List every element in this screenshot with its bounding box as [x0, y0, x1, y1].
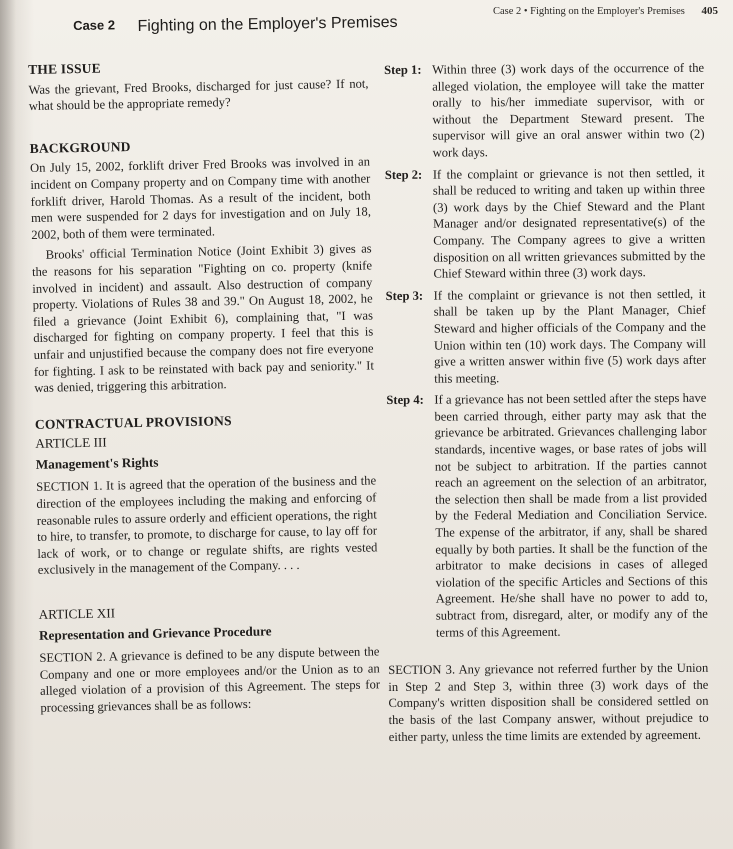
step-label: Step 3:: [385, 288, 424, 303]
article-12-section-2: SECTION 2. A grievance is defined to be any dispute between the Company and one or more employees and/or the Union as to an alleged violation of a provision of this Agreement. The steps for processing grievances shall be as follows:: [39, 644, 381, 715]
article-12-subtitle: Representation and Grievance Procedure: [38, 623, 272, 643]
issue-text: Was the grievant, Fred Brooks, discharged for just cause? If not, what should be the appropriate remedy?: [28, 76, 369, 114]
step-2: [385, 164, 706, 282]
step-1: [384, 60, 705, 162]
step-4: [386, 390, 708, 641]
background-paragraph-2: Brooks' official Termination Notice (Joint Exhibit 3) gives as the reasons for his separation "Fighting on co. property (knife involved in incident) and assault. Also destruction of company property. Violations of Rules 38 and 39." On August 18, 2002, he filed a grievance (Joint Exhibit 6), complaining that, "I was discharged for fighting on company property. I feel that this is unfair and unjustified because the company does not fire everyone for fighting. I ask to be reinstated with back pay and seniority." It was denied, triggering this arbitration.: [31, 241, 375, 396]
step-text: If a grievance has not been settled after the steps have been carried through, either party may ask that the grievance be arbitrated. Grievances challenging labor standards, incentive wages, or base rates of jobs will not be subject to arbitration. If the parties cannot reach an agreement on the selection of an arbitrator, the selection then shall be made from a list provided by the Federal Mediation and Conciliation Service. The expense of the arbitrator, if any, shall be shared equally by both parties. It shall be the function of the arbitrator to make decisions in cases of alleged violation of the specific Articles and Sections of this Agreement. He/she shall have no power to add to, subtract from, disregard, alter, or modify any of the terms of this Agreement.: [434, 391, 708, 640]
step-label: Step 4:: [386, 393, 424, 408]
case-label: Case 2: [73, 17, 116, 33]
page-edge-shadow: [0, 0, 16, 849]
article-12-title: ARTICLE XII: [38, 605, 116, 622]
step-text: If the complaint or grievance is not then settled, it shall be taken up by the Plant Manager, Chief Steward and higher officials of the Company and the Union within ten (10) work days. The Company will give a written answer within five (5) work days after this meeting.: [433, 286, 707, 386]
case-title: [73, 13, 413, 37]
step-text: Within three (3) work days of the occurrence of the alleged violation, the employee will take the matter orally to his/her immediate supervisor, with or without the Department Steward present. The supervisor will give an oral answer within two (2) work days.: [432, 60, 705, 160]
step-3: [386, 285, 707, 387]
contractual-heading: CONTRACTUAL PROVISIONS: [34, 412, 232, 432]
issue-heading: THE ISSUE: [28, 60, 101, 77]
step-label: Step 2:: [384, 167, 423, 182]
right-column: [384, 60, 709, 749]
step-label: Step 1:: [384, 62, 422, 77]
article-3-subtitle: Management's Rights: [35, 454, 159, 472]
page-number: 405: [701, 5, 718, 17]
running-head: [418, 5, 718, 17]
case-heading: Fighting on the Employer's Premises: [137, 13, 398, 35]
section-3: SECTION 3. Any grievance not referred further by the Union in Step 2 and Step 3, within three (3) work days of the Company's written disposition shall be considered settled on the basis of the last Company answer, without prejudice to either party, unless the time limits are extended by agreement.: [388, 660, 709, 744]
background-heading: BACKGROUND: [29, 138, 131, 156]
left-column: [28, 55, 381, 720]
running-head-text: Case 2 • Fighting on the Employer's Premises: [492, 6, 685, 17]
step-text: If the complaint or grievance is not then settled, it shall be reduced to writing and taken up within three (3) work days by the Chief Steward and the Plant Manager and/or designated representative(s) of the Company. The Company agrees to give a written disposition on all written grievances submitted by the Chief Steward within three (3) work days.: [432, 165, 706, 281]
article-3-title: ARTICLE III: [35, 434, 107, 452]
article-3-section-1: SECTION 1. It is agreed that the operation of the business and the direction of the employees including the making and enforcing of reasonable rules to assure orderly and efficient operations, the right to hire, to transfer, to promote, to discharge for cause, to lay off for lack of work, or to change or regulate shifts, are rights vested exclusively in the management of the Company. . . .: [36, 473, 378, 578]
background-paragraph-1: On July 15, 2002, forklift driver Fred Brooks was involved in an incident on Company property and on Company time with another forklift driver, Harold Thomas. As a result of the incident, both men were suspended for 2 days for investigation and on July 18, 2002, both of them were terminated.: [29, 154, 372, 242]
